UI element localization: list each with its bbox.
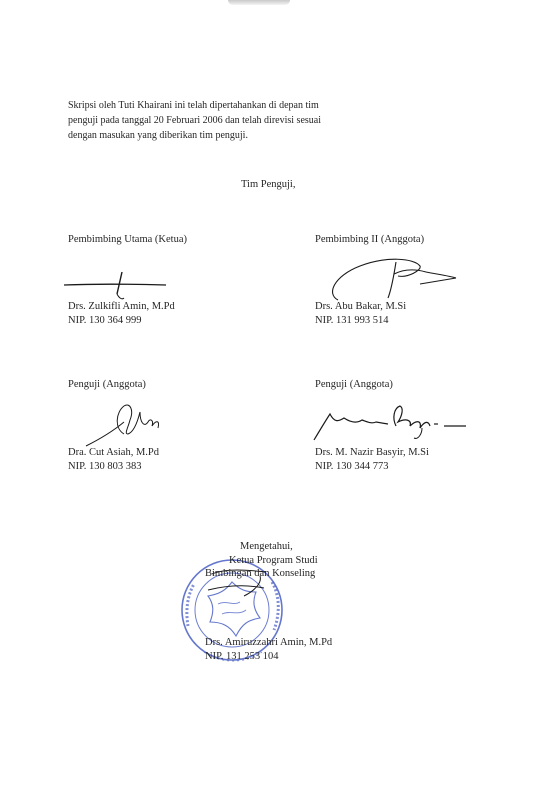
approval-title-line: Ketua Program Studi — [229, 555, 318, 566]
examiner-role: Pembimbing Utama (Ketua) — [68, 234, 187, 245]
committee-heading: Tim Penguji, — [241, 179, 296, 190]
statement-line: Skripsi oleh Tuti Khairani ini telah dipertahankan di depan tim — [68, 100, 319, 111]
approval-name: Drs. Amiruzzahri Amin, M.Pd — [205, 637, 333, 648]
examiner-role: Pembimbing II (Anggota) — [315, 234, 425, 245]
examiner-nip: NIP. 130 364 999 — [68, 315, 142, 326]
examiner-nip: NIP. 130 344 773 — [315, 461, 389, 472]
scan-artifact — [228, 0, 290, 5]
signature-cut-asiah — [84, 398, 164, 448]
examiner-role: Penguji (Anggota) — [315, 379, 393, 390]
signature-abu-bakar — [304, 254, 464, 304]
statement-line: penguji pada tanggal 20 Februari 2006 dan telah direvisi sesuai — [68, 115, 321, 126]
examiner-name: Drs. M. Nazir Basyir, M.Si — [315, 447, 429, 458]
approval-statement — [68, 98, 398, 143]
signature-amiruzzahri — [204, 560, 294, 604]
examiner-name: Drs. Zulkifli Amin, M.Pd — [68, 301, 175, 312]
approval-heading: Mengetahui, — [240, 541, 293, 552]
examiner-name: Drs. Abu Bakar, M.Si — [315, 301, 407, 312]
signature-zulkifli — [60, 268, 170, 302]
statement-line: dengan masukan yang diberikan tim penguji. — [68, 130, 248, 141]
approval-title-line: Bimbingan dan Konseling — [205, 568, 316, 579]
examiner-name: Dra. Cut Asiah, M.Pd — [68, 447, 160, 458]
approval-nip: NIP. 131 253 104 — [205, 651, 279, 662]
signature-nazir-basyir — [310, 400, 470, 444]
examiner-role: Penguji (Anggota) — [68, 379, 146, 390]
examiner-nip: NIP. 130 803 383 — [68, 461, 142, 472]
examiner-nip: NIP. 131 993 514 — [315, 315, 389, 326]
